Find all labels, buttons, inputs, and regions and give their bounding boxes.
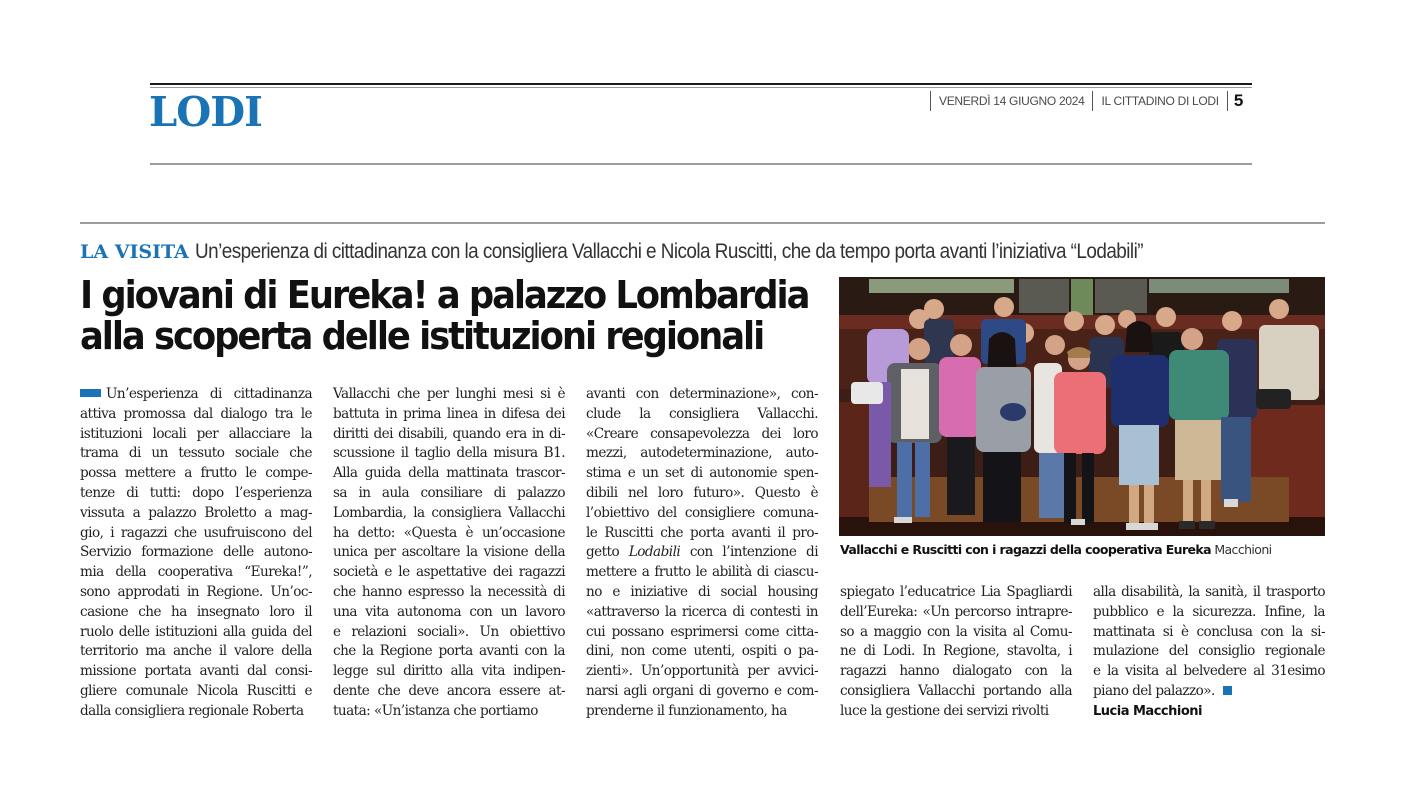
article-line: sa in aula consiliare di palazzo (333, 484, 565, 501)
article-line: mettere a frutto le abilità di ciascu- (586, 564, 818, 581)
article-line: che hanno espresso la necessità di (333, 583, 565, 600)
article-line: mattinata si è conclusa con la si- (1093, 623, 1325, 640)
article-line: Vallacchi che per lunghi mesi si è (333, 386, 565, 402)
article-line: Lombardia, la consigliera Vallacchi (333, 504, 565, 521)
article-line: ruolo delle istituzioni alla guida del (80, 623, 312, 640)
kicker (80, 239, 1248, 265)
article-line: Alla guida della mattinata trascor- (333, 465, 565, 482)
article-line: territorio ma anche il valore della (80, 643, 312, 660)
article-line: gio, i ragazzi che usufruiscono del (80, 524, 312, 541)
article-line: consigliera Vallacchi portando alla (840, 682, 1072, 699)
article-line: ha detto: «Questa è un’occasione (333, 524, 565, 541)
article-column-3 (586, 385, 818, 722)
article-line: casione che ha insegnato loro il (80, 603, 312, 620)
article-line: alla disabilità, la sanità, il trasporto (1093, 584, 1325, 600)
article-line: avanti con determinazione», con- (586, 386, 818, 402)
end-square-icon (1223, 686, 1232, 695)
article-line: dell’Eureka: «Un percorso intrapre- (840, 603, 1072, 620)
byline: Lucia Macchioni (1093, 703, 1202, 719)
article-line: e relazioni sociali». Un obiettivo (333, 623, 565, 640)
headline-line: I giovani di Eureka! a palazzo Lombardia (80, 273, 809, 317)
kicker-label: LA VISITA (80, 241, 189, 263)
article-line: trama di un tessuto sociale che (80, 445, 312, 462)
article-line: stima e un set di autonomie spen- (586, 465, 818, 482)
article-line: istituzioni locali per allacciare la (80, 425, 312, 442)
article-line: mia della cooperativa “Eureka!”, (80, 564, 312, 581)
masthead-top-rule-thin (150, 87, 1252, 88)
article-line: gliere comunale Nicola Ruscitti e (80, 682, 312, 699)
article-line: vissuta a palazzo Broletto a mag- (80, 504, 312, 521)
article-line: tenze di tutti: dopo l’esperienza (80, 484, 312, 501)
photo-credit: Macchioni (1214, 542, 1272, 557)
article-column-5 (1093, 583, 1325, 722)
masthead-bottom-rule (150, 163, 1252, 165)
lead-square-icon (80, 389, 101, 397)
page-number: 5 (1233, 91, 1244, 110)
article-line: l’obiettivo del consigliere comuna- (586, 504, 818, 521)
article-line: so a maggio con la visita al Comu- (840, 623, 1072, 640)
group-photo-image (839, 277, 1325, 536)
kicker-text: Un’esperienza di cittadinanza con la consigliera Vallacchi e Nicola Ruscitti, che da tempo porta avanti l’iniziativa “Lodabili” (194, 240, 1143, 263)
photo-caption-text: Vallacchi e Ruscitti con i ragazzi della cooperativa Eureka (840, 542, 1211, 557)
article-line: le Ruscitti che porta avanti il pro- (586, 524, 818, 541)
article-line: pubblico e la sicurezza. Infine, la (1093, 603, 1325, 620)
headline (80, 275, 840, 357)
article-line: diritti dei disabili, quando era in di- (333, 425, 565, 442)
article-line: missione portata avanti dal consi- (80, 663, 312, 680)
article-line: mezzi, autodeterminazione, auto- (586, 445, 818, 462)
article-line: tuata: «Un’istanza che portiamo (333, 702, 538, 719)
article-top-rule (80, 222, 1325, 224)
article-column-2 (333, 385, 565, 722)
article-line: scussione il taglio della misura B1. (333, 445, 565, 462)
article-line: dibili nel loro futuro». Questo è (586, 484, 818, 501)
article-line: narsi agli organi di governo e com- (586, 682, 818, 699)
article-line: luce la gestione dei servizi rivolti (840, 702, 1049, 719)
article-line: dalla consigliera regionale Roberta (80, 702, 304, 719)
article-line: piano del palazzo». (1093, 682, 1325, 702)
article-line: cui possano esprimersi come citta- (586, 623, 818, 640)
article-line: unica per ascoltare la visione della (333, 544, 565, 561)
article-line: «attraverso la ricerca di contesti in (586, 603, 818, 620)
article-line: «Creare consapevolezza dei loro (586, 425, 818, 442)
article-line: Un’esperienza di cittadinanza (80, 385, 312, 405)
article-line: sono approdati in Regione. Un’oc- (80, 583, 312, 600)
photo-caption (840, 542, 1325, 557)
masthead-top-rule (150, 83, 1252, 85)
article-line: battuta in prima linea in difesa dei (333, 405, 565, 422)
article-column-4 (840, 583, 1072, 722)
article-line: e la visita al belvedere al 31esimo (1093, 663, 1325, 680)
article-line: zienti». Un’opportunità per avvici- (586, 663, 818, 680)
headline-line: alla scoperta delle istituzioni regionali (80, 314, 764, 358)
article-line: ragazzi hanno dialogato con la (840, 663, 1072, 680)
article-line: possa mettere a frutto le compe- (80, 465, 312, 482)
article-line: getto Lodabili con l’intenzione di (586, 544, 818, 561)
article-line: legge sul diritto alla vita indipen- (333, 663, 565, 680)
article-line: mulazione del consiglio regionale (1093, 643, 1325, 660)
article-line: società e le aspettative dei ragazzi (333, 564, 565, 581)
article-line: spiegato l’educatrice Lia Spagliardi (840, 584, 1072, 600)
article-line: che la Regione porta avanti con la (333, 643, 565, 660)
article-line: dini, non come utenti, ospiti o pa- (586, 643, 818, 660)
article-line: ne di Lodi. In Regione, stavolta, i (840, 643, 1072, 660)
article-line: una vita autonoma con un lavoro (333, 603, 565, 620)
article-line: attiva promossa dal dialogo tra le (80, 405, 312, 422)
article-line: prenderne il funzionamento, ha (586, 702, 787, 719)
article-line: dente che deve ancora essere at- (333, 682, 565, 699)
group-photo (839, 277, 1325, 536)
newspaper-name: IL CITTADINO DI LODI (1101, 94, 1219, 108)
masthead-meta (930, 89, 1243, 111)
section-title: LODI (149, 88, 262, 136)
issue-date: VENERDÌ 14 GIUGNO 2024 (939, 94, 1085, 108)
article-line: clude la consigliera Vallacchi. (586, 405, 818, 422)
article-column-1 (80, 385, 312, 722)
article-line: Servizio formazione delle autono- (80, 544, 312, 561)
article-line: no e iniziative di social housing (586, 583, 818, 600)
